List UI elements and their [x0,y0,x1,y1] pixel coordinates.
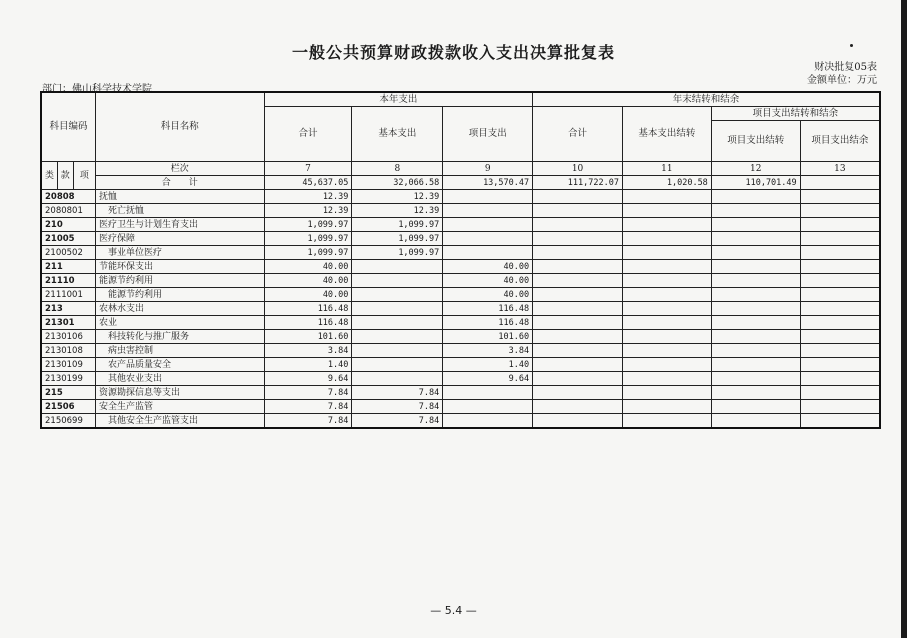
subject-name: 能源节约利用 [95,274,264,288]
amount-cell: 12.39 [352,204,443,218]
amount-cell [711,400,800,414]
amount-cell [711,386,800,400]
subject-code: 21110 [41,274,95,288]
amount-cell [443,246,533,260]
col-num: 9 [443,162,533,176]
amount-cell [533,190,623,204]
subject-name: 其他安全生产监管支出 [95,414,264,429]
subject-code: 2130108 [41,344,95,358]
amount-cell: 1,099.97 [352,246,443,260]
amount-cell [533,372,623,386]
table-row [41,274,880,288]
amount-cell [711,232,800,246]
amount-cell [533,358,623,372]
amount-cell [800,344,880,358]
amount-cell: 40.00 [443,274,533,288]
amount-cell [711,288,800,302]
subject-code: 2100502 [41,246,95,260]
subject-name: 能源节约利用 [95,288,264,302]
amount-cell [533,204,623,218]
amount-cell [443,400,533,414]
amount-cell [800,204,880,218]
amount-cell [711,204,800,218]
amount-cell: 1,099.97 [352,232,443,246]
amount-cell [711,246,800,260]
subject-name: 农产品质量安全 [95,358,264,372]
header-total: 合计 [264,107,352,162]
amount-cell: 7.84 [264,400,352,414]
total-cell: 32,066.58 [352,176,443,190]
subject-code: 213 [41,302,95,316]
header-basic-expense: 基本支出 [352,107,443,162]
amount-cell [352,330,443,344]
table-row [41,190,880,204]
amount-cell: 101.60 [264,330,352,344]
amount-cell [622,386,711,400]
table-row [41,246,880,260]
amount-cell: 40.00 [443,288,533,302]
col-num: 11 [622,162,711,176]
subject-code: 2150699 [41,414,95,429]
subject-name: 安全生产监管 [95,400,264,414]
subject-name: 农林水支出 [95,302,264,316]
table-row [41,204,880,218]
approval-table [40,91,881,429]
subject-name: 其他农业支出 [95,372,264,386]
table-row [41,330,880,344]
amount-cell [622,414,711,429]
amount-cell: 40.00 [264,260,352,274]
table-row [41,302,880,316]
amount-cell: 9.64 [443,372,533,386]
subject-code: 2080801 [41,204,95,218]
table-row [41,386,880,400]
amount-cell [800,218,880,232]
amount-unit: 金额单位：万元 [807,75,877,86]
total-cell: 110,701.49 [711,176,800,190]
amount-cell [800,274,880,288]
amount-cell: 9.64 [264,372,352,386]
subject-code: 215 [41,386,95,400]
header-total2: 合计 [533,107,623,162]
header-current-year-expense: 本年支出 [264,92,533,107]
amount-cell [352,274,443,288]
header-lei: 类 [41,162,57,190]
amount-cell [711,344,800,358]
amount-cell [352,358,443,372]
amount-cell [533,330,623,344]
amount-cell: 12.39 [264,204,352,218]
amount-cell: 12.39 [264,190,352,204]
amount-cell [711,260,800,274]
amount-cell [443,232,533,246]
page-number: — 5.4 — [430,604,477,617]
amount-cell: 1,099.97 [264,218,352,232]
amount-cell [533,400,623,414]
amount-cell [533,302,623,316]
amount-cell [711,274,800,288]
header-xiang: 项 [73,162,95,190]
table-row [41,372,880,386]
amount-cell [800,400,880,414]
amount-cell: 40.00 [264,274,352,288]
amount-cell: 40.00 [443,260,533,274]
table-row [41,260,880,274]
subject-name: 科技转化与推广服务 [95,330,264,344]
header-basic-carryover: 基本支出结转 [622,107,711,162]
amount-cell [622,316,711,330]
header-project-surplus: 项目支出结余 [800,121,880,162]
table-row [41,218,880,232]
amount-cell [622,344,711,358]
amount-cell [711,330,800,344]
amount-cell [533,414,623,429]
subject-code: 20808 [41,190,95,204]
amount-cell [800,190,880,204]
amount-cell [800,232,880,246]
amount-cell [800,358,880,372]
subject-name: 节能环保支出 [95,260,264,274]
amount-cell: 116.48 [443,302,533,316]
col-num: 13 [800,162,880,176]
col-num: 10 [533,162,623,176]
amount-cell [622,190,711,204]
amount-cell [711,316,800,330]
total-cell: 1,020.58 [622,176,711,190]
amount-cell [622,400,711,414]
amount-cell [711,190,800,204]
subject-name: 医疗保障 [95,232,264,246]
table-row [41,400,880,414]
amount-cell: 7.84 [352,386,443,400]
amount-cell [533,316,623,330]
amount-cell [352,372,443,386]
amount-cell: 7.84 [264,386,352,400]
subject-code: 2130106 [41,330,95,344]
amount-cell [800,372,880,386]
amount-cell: 116.48 [264,302,352,316]
amount-cell [800,316,880,330]
amount-cell [533,246,623,260]
amount-cell: 12.39 [352,190,443,204]
amount-cell [443,386,533,400]
header-lanci: 栏次 [95,162,264,176]
header-subject-code: 科目编码 [41,92,95,162]
amount-cell [800,288,880,302]
subject-code: 2130109 [41,358,95,372]
amount-cell [622,274,711,288]
header-kuan: 款 [57,162,73,190]
total-cell: 45,637.05 [264,176,352,190]
amount-cell [622,260,711,274]
amount-cell [711,372,800,386]
amount-cell [800,302,880,316]
amount-cell: 101.60 [443,330,533,344]
amount-cell [533,386,623,400]
total-cell [800,176,880,190]
table-row [41,344,880,358]
amount-cell [352,260,443,274]
amount-cell [800,414,880,429]
amount-cell [443,414,533,429]
amount-cell [622,204,711,218]
subject-code: 210 [41,218,95,232]
scan-edge [901,0,907,638]
amount-cell [352,288,443,302]
amount-cell [352,302,443,316]
page-title: 一般公共预算财政拨款收入支出决算批复表 [291,43,615,62]
col-num: 8 [352,162,443,176]
amount-cell [443,190,533,204]
header-project-balance-group: 项目支出结转和结余 [711,107,880,121]
col-num: 12 [711,162,800,176]
amount-cell [800,386,880,400]
amount-cell: 7.84 [352,400,443,414]
amount-cell: 7.84 [264,414,352,429]
amount-cell: 1,099.97 [264,246,352,260]
amount-cell [533,218,623,232]
amount-cell [711,218,800,232]
amount-cell: 116.48 [443,316,533,330]
amount-cell [622,358,711,372]
amount-cell [622,246,711,260]
amount-cell [533,232,623,246]
department-label: 部门：佛山科学技术学院 [42,84,152,95]
amount-cell [800,330,880,344]
subject-name: 农业 [95,316,264,330]
table-row [41,232,880,246]
subject-code: 2111001 [41,288,95,302]
subject-name: 病虫害控制 [95,344,264,358]
amount-cell: 3.84 [264,344,352,358]
amount-cell [533,274,623,288]
table-row [41,358,880,372]
amount-cell: 7.84 [352,414,443,429]
amount-cell [533,344,623,358]
table-body [41,190,880,429]
amount-cell [800,246,880,260]
total-cell: 111,722.07 [533,176,623,190]
form-code: 财决批复05表 [814,62,877,73]
amount-cell [711,358,800,372]
amount-cell: 1.40 [264,358,352,372]
amount-cell [622,302,711,316]
amount-cell [443,204,533,218]
amount-cell [622,232,711,246]
amount-cell: 1,099.97 [352,218,443,232]
table-row [41,288,880,302]
ink-dot [850,44,853,47]
amount-cell: 3.84 [443,344,533,358]
amount-cell [622,330,711,344]
total-label: 合 计 [95,176,264,190]
table-row [41,414,880,429]
total-row [41,176,880,190]
header-subject-name: 科目名称 [95,92,264,162]
subject-name: 抚恤 [95,190,264,204]
amount-cell [352,344,443,358]
amount-cell [622,372,711,386]
header-project-expense: 项目支出 [443,107,533,162]
amount-cell: 40.00 [264,288,352,302]
approval-table-container [40,91,881,429]
subject-code: 21005 [41,232,95,246]
col-num: 7 [264,162,352,176]
amount-cell: 1,099.97 [264,232,352,246]
amount-cell [443,218,533,232]
amount-cell [711,414,800,429]
amount-cell: 116.48 [264,316,352,330]
amount-cell: 1.40 [443,358,533,372]
amount-cell [800,260,880,274]
amount-cell [533,260,623,274]
subject-name: 资源勘探信息等支出 [95,386,264,400]
subject-code: 2130199 [41,372,95,386]
header-project-carryover: 项目支出结转 [711,121,800,162]
subject-code: 211 [41,260,95,274]
subject-code: 21506 [41,400,95,414]
header-year-end-balance: 年末结转和结余 [533,92,880,107]
amount-cell [352,316,443,330]
total-cell: 13,570.47 [443,176,533,190]
subject-name: 死亡抚恤 [95,204,264,218]
amount-cell [622,288,711,302]
amount-cell [622,218,711,232]
subject-name: 事业单位医疗 [95,246,264,260]
table-row [41,316,880,330]
amount-cell [533,288,623,302]
subject-code: 21301 [41,316,95,330]
subject-name: 医疗卫生与计划生育支出 [95,218,264,232]
amount-cell [711,302,800,316]
